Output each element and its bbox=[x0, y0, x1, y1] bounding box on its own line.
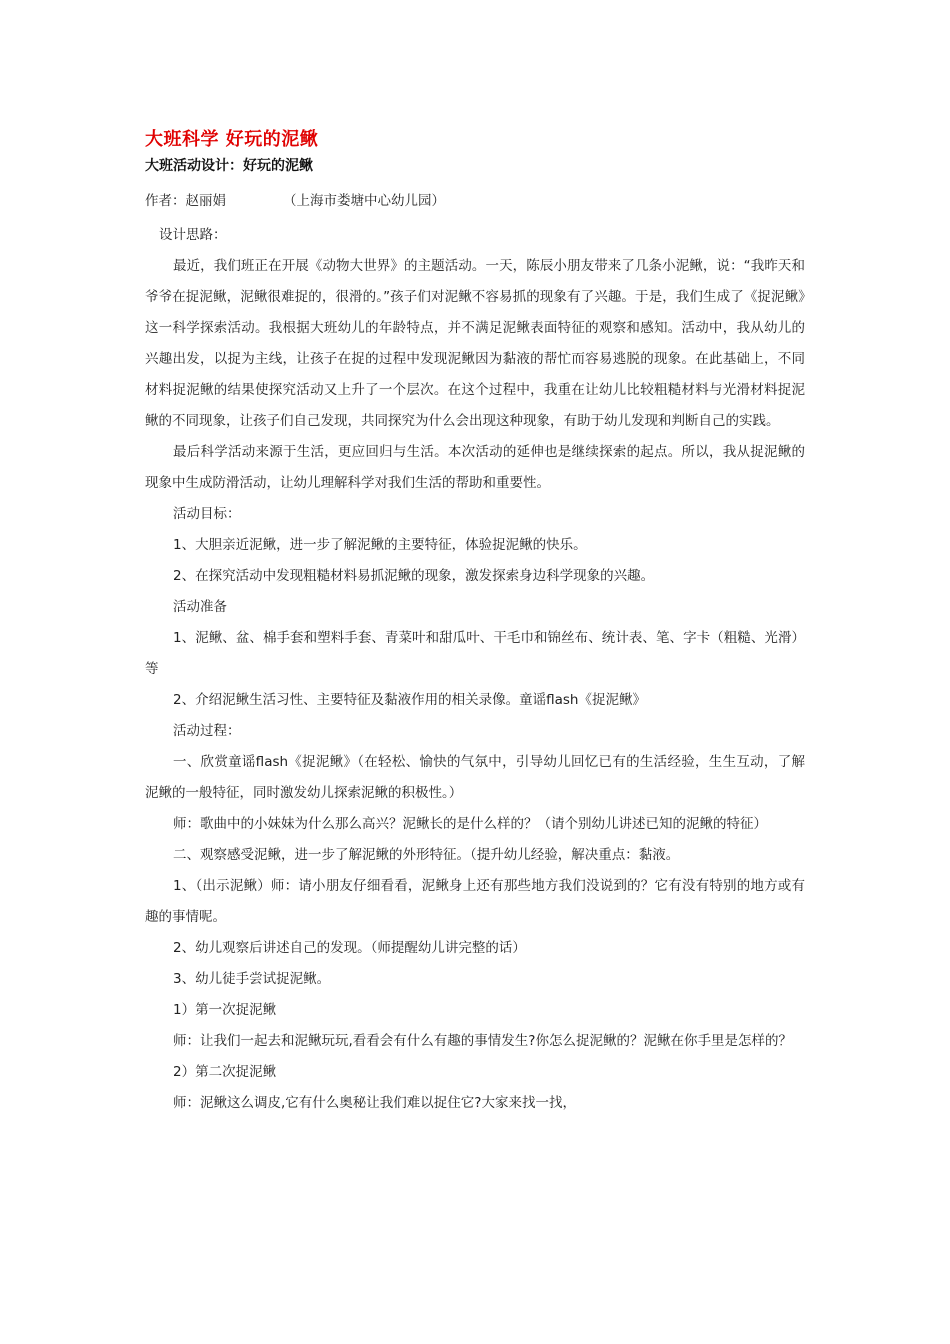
author-line bbox=[145, 189, 445, 209]
preparation-item-1: 1、泥鳅、盆、棉手套和塑料手套、青菜叶和甜瓜叶、干毛巾和锦丝布、统计表、笔、字卡（粗糙、光滑）等 bbox=[145, 630, 805, 677]
process-step-2: 二、观察感受泥鳅，进一步了解泥鳅的外形特征。（提升幼儿经验，解决重点：黏液。 bbox=[173, 847, 680, 863]
process-teacher-question-1: 师：歌曲中的小妹妹为什么那么高兴？泥鳅长的是什么样的？（请个别幼儿讲述已知的泥鳅的特征） bbox=[173, 816, 767, 832]
process-substep-2: 2、幼儿观察后讲述自己的发现。（师提醒幼儿讲完整的话） bbox=[173, 940, 526, 956]
process-step-1: 一、欣赏童谣flash《捉泥鳅》（在轻松、愉快的气氛中，引导幼儿回忆已有的生活经验，生生互动，了解泥鳅的一般特征，同时激发幼儿探索泥鳅的积极性。） bbox=[145, 754, 805, 801]
section-heading-design: 设计思路： bbox=[159, 227, 227, 243]
process-teacher-question-3: 师：泥鳅这么调皮,它有什么奥秘让我们难以捉住它?大家来找一找， bbox=[173, 1095, 576, 1111]
process-catch-second: 2）第二次捉泥鳅 bbox=[173, 1064, 277, 1080]
document-body bbox=[145, 220, 805, 1119]
author-school: （上海市娄塘中心幼儿园） bbox=[283, 193, 445, 209]
paragraph-design-1: 最近，我们班正在开展《动物大世界》的主题活动。一天，陈辰小朋友带来了几条小泥鳅，说：“我昨天和爷爷在捉泥鳅，泥鳅很难捉的，很滑的。”孩子们对泥鳅不容易抓的现象有了兴趣。于是，我们生成了《捉泥鳅》这一科学探索活动。我根据大班幼儿的年龄特点，并不满足泥鳅表面特征的观察和感知。活动中，我从幼儿的兴趣出发，以捉为主线，让孩子在捉的过程中发现泥鳅因为黏液的帮忙而容易逃脱的现象。在此基础上，不同材料捉泥鳅的结果使探究活动又上升了一个层次。在这个过程中，我重在让幼儿比较粗糙材料与光滑材料捉泥鳅的不同现象，让孩子们自己发现，共同探究为什么会出现这种现象，有助于幼儿发现和判断自己的实践。 bbox=[145, 258, 805, 429]
section-heading-goals: 活动目标： bbox=[173, 506, 241, 522]
document-title: 大班科学 好玩的泥鳅 bbox=[145, 129, 319, 150]
goal-item-1: 1、大胆亲近泥鳅，进一步了解泥鳅的主要特征，体验捉泥鳅的快乐。 bbox=[173, 537, 587, 553]
process-catch-first: 1）第一次捉泥鳅 bbox=[173, 1002, 277, 1018]
process-teacher-question-2: 师：让我们一起去和泥鳅玩玩,看看会有什么有趣的事情发生?你怎么捉泥鳅的？泥鳅在你手里是怎样的？ bbox=[173, 1033, 792, 1049]
preparation-item-2: 2、介绍泥鳅生活习性、主要特征及黏液作用的相关录像。童谣flash《捉泥鳅》 bbox=[173, 692, 646, 708]
section-heading-process: 活动过程： bbox=[173, 723, 241, 739]
goal-item-2: 2、在探究活动中发现粗糙材料易抓泥鳅的现象，激发探索身边科学现象的兴趣。 bbox=[173, 568, 655, 584]
document-subtitle: 大班活动设计：好玩的泥鳅 bbox=[145, 158, 313, 174]
process-substep-1: 1、（出示泥鳅）师：请小朋友仔细看看，泥鳅身上还有那些地方我们没说到的？它有没有特别的地方或有趣的事情呢。 bbox=[145, 878, 805, 925]
process-substep-3: 3、幼儿徒手尝试捉泥鳅。 bbox=[173, 971, 331, 987]
paragraph-design-2: 最后科学活动来源于生活，更应回归与生活。本次活动的延伸也是继续探索的起点。所以，我从捉泥鳅的现象中生成防滑活动，让幼儿理解科学对我们生活的帮助和重要性。 bbox=[145, 444, 805, 491]
author-name: 作者：赵丽娟 bbox=[145, 193, 226, 209]
section-heading-preparation: 活动准备 bbox=[173, 599, 227, 615]
